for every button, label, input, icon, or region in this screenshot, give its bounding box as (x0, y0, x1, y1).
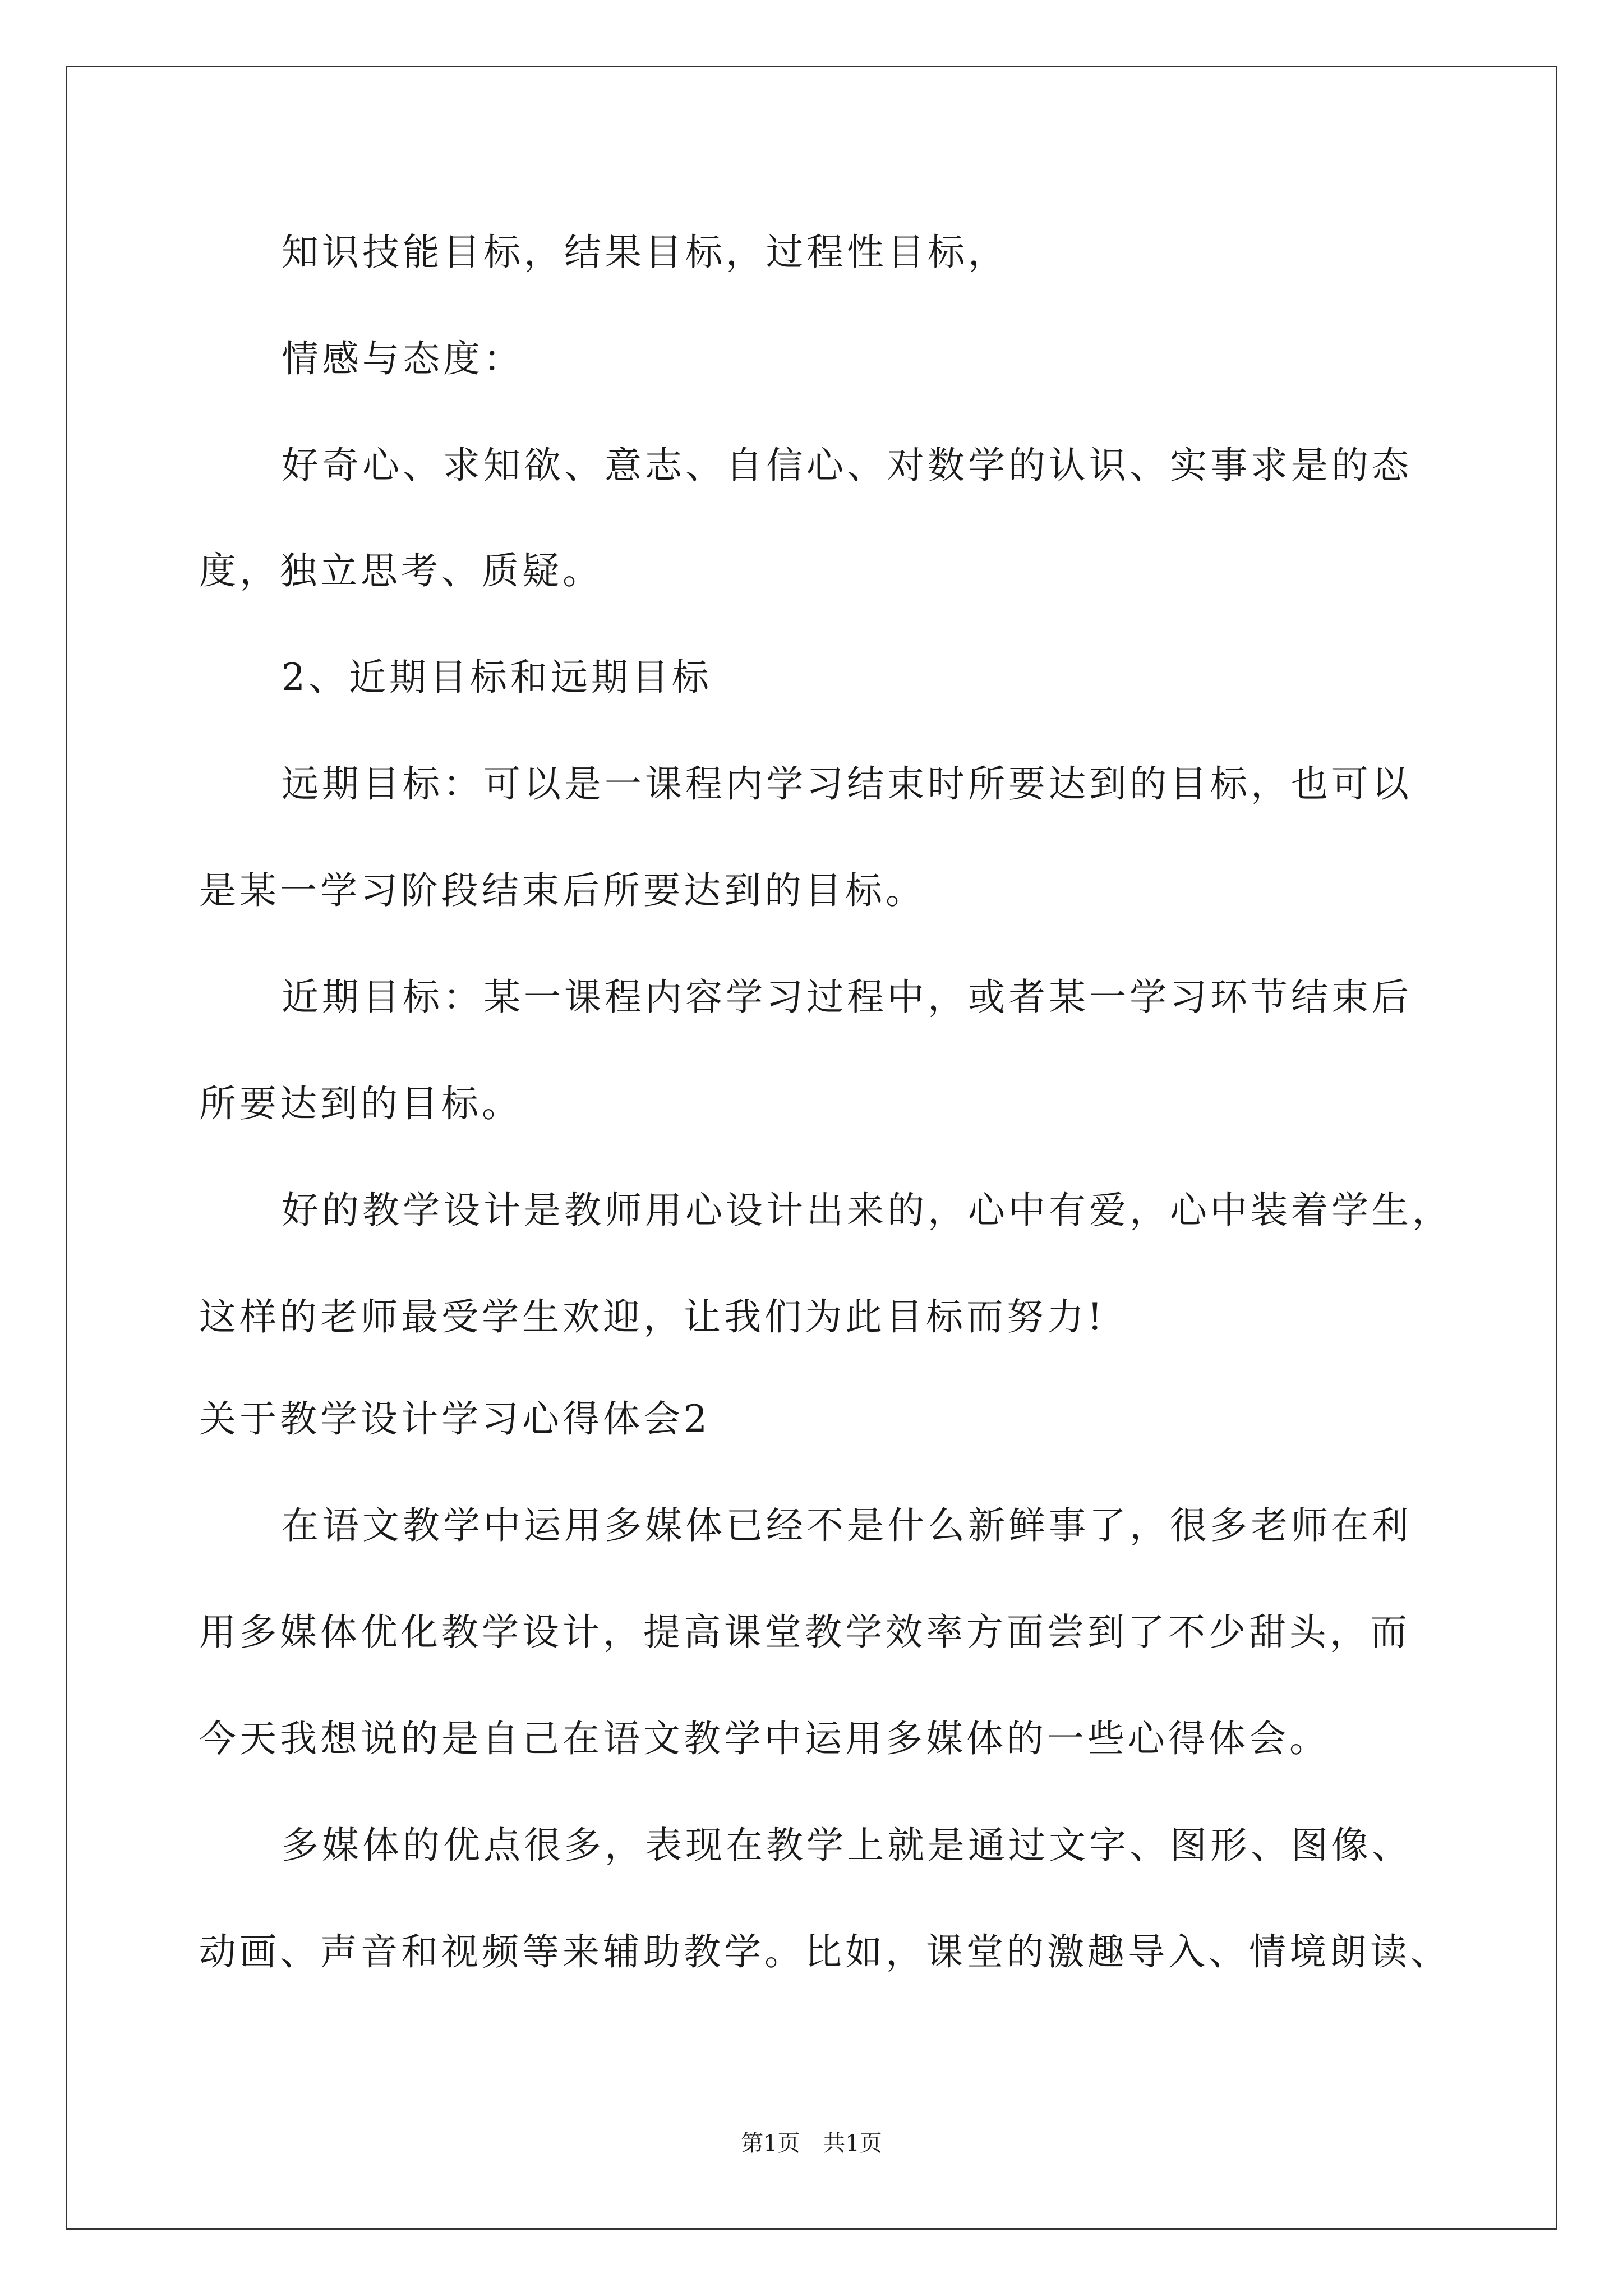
page-footer (0, 2129, 1623, 2157)
paragraph-line: 好奇心、求知欲、意志、自信心、对数学的认识、实事求是的态 (282, 444, 1412, 487)
paragraph-line: 今天我想说的是自己在语文教学中运用多媒体的一些心得体会。 (199, 1717, 1330, 1760)
paragraph-line: 所要达到的目标。 (199, 1082, 522, 1125)
page-number: 第1页 (741, 2131, 800, 2156)
section-heading: 2、近期目标和远期目标 (282, 656, 712, 699)
paragraph-line: 动画、声音和视频等来辅助教学。比如，课堂的激趣导入、情境朗读、 (199, 1930, 1451, 1973)
paragraph-line: 用多媒体优化教学设计，提高课堂教学效率方面尝到了不少甜头，而 (199, 1611, 1410, 1654)
page-border (66, 66, 1557, 2230)
paragraph-line: 远期目标：可以是一课程内学习结束时所要达到的目标，也可以 (282, 762, 1412, 806)
paragraph-line: 在语文教学中运用多媒体已经不是什么新鲜事了，很多老师在利 (282, 1504, 1412, 1547)
document-title: 关于教学设计学习心得体会2 (199, 1397, 711, 1441)
paragraph-line: 是某一学习阶段结束后所要达到的目标。 (199, 869, 926, 912)
page-total: 共1页 (823, 2131, 882, 2156)
paragraph-line: 好的教学设计是教师用心设计出来的，心中有爱，心中装着学生， (282, 1189, 1453, 1232)
paragraph-line: 近期目标：某一课程内容学习过程中，或者某一学习环节结束后 (282, 976, 1412, 1019)
paragraph-line: 这样的老师最受学生欢迎，让我们为此目标而努力! (199, 1295, 1106, 1338)
paragraph-line: 多媒体的优点很多，表现在教学上就是通过文字、图形、图像、 (282, 1824, 1412, 1867)
paragraph-line: 知识技能目标，结果目标，过程性目标， (282, 231, 1008, 274)
paragraph-line: 情感与态度： (282, 337, 524, 380)
paragraph-line: 度，独立思考、质疑。 (199, 549, 603, 592)
